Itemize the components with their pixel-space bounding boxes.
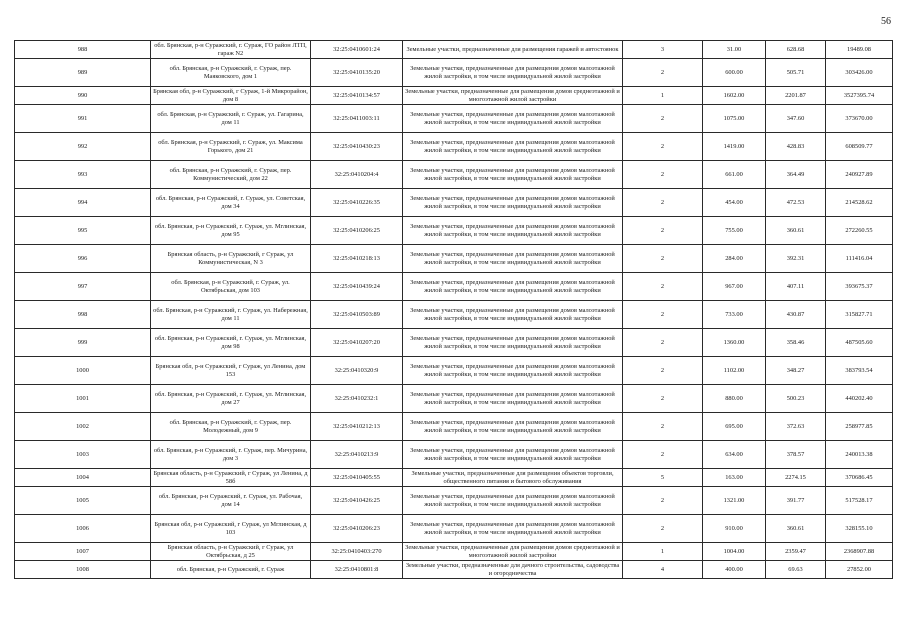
cadastral-number-cell: 32:25:0410213:9 [311, 441, 403, 469]
table-row [15, 561, 893, 579]
cadastral-number-cell: 32:25:0410439:24 [311, 273, 403, 301]
cadastral-number-cell: 32:25:0410232:1 [311, 385, 403, 413]
land-use-cell: Земельные участки, предназначенные для размещения домов малоэтажной жилой застройки, в том числе индивидуальной жилой застройки [403, 301, 623, 329]
row-number: 1005 [15, 487, 151, 515]
group-cell: 2 [623, 105, 703, 133]
cadastral-number-cell: 32:25:0410320:9 [311, 357, 403, 385]
cadastral-value-cell: 240013.38 [826, 441, 893, 469]
group-cell: 2 [623, 413, 703, 441]
area-cell: 1102.00 [703, 357, 766, 385]
specific-value-cell: 391.77 [766, 487, 826, 515]
row-number: 1002 [15, 413, 151, 441]
cadastral-value-cell: 373670.00 [826, 105, 893, 133]
group-cell: 2 [623, 273, 703, 301]
address-cell: обл. Брянская, р-н Суражский, г. Сураж, ул. Мглинская, дом 98 [151, 329, 311, 357]
cadastral-value-cell: 3527395.74 [826, 87, 893, 105]
row-number: 1008 [15, 561, 151, 579]
area-cell: 755.00 [703, 217, 766, 245]
land-use-cell: Земельные участки, предназначенные для размещения домов малоэтажной жилой застройки, в том числе индивидуальной жилой застройки [403, 413, 623, 441]
specific-value-cell: 347.60 [766, 105, 826, 133]
address-cell: обл. Брянская, р-н Суражский, г. Сураж, ул. Советская, дом 34 [151, 189, 311, 217]
group-cell: 2 [623, 329, 703, 357]
address-cell: обл. Брянская, р-н Суражский, г. Сураж, ул. Мглинская, дом 95 [151, 217, 311, 245]
cadastral-value-cell: 19489.08 [826, 41, 893, 59]
specific-value-cell: 358.46 [766, 329, 826, 357]
cadastral-value-cell: 111416.04 [826, 245, 893, 273]
land-use-cell: Земельные участки, предназначенные для дачного строительства, садоводства и огородничества [403, 561, 623, 579]
land-use-cell: Земельные участки, предназначенные для размещения домов малоэтажной жилой застройки, в том числе индивидуальной жилой застройки [403, 385, 623, 413]
area-cell: 661.00 [703, 161, 766, 189]
cadastral-value-cell: 383793.54 [826, 357, 893, 385]
land-use-cell: Земельные участки, предназначенные для размещения домов среднеэтажной и многоэтажной жилой застройки [403, 87, 623, 105]
land-use-cell: Земельные участки, предназначенные для размещения домов малоэтажной жилой застройки, в том числе индивидуальной жилой застройки [403, 515, 623, 543]
table-row [15, 543, 893, 561]
table-row [15, 133, 893, 161]
address-cell: обл. Брянская, р-н Суражский, г. Сураж, ул. Гагарина, дом 11 [151, 105, 311, 133]
cadastral-number-cell: 32:25:0410601:24 [311, 41, 403, 59]
cadastral-number-cell: 32:25:0410135:20 [311, 59, 403, 87]
area-cell: 880.00 [703, 385, 766, 413]
address-cell: Брянская область, р-н Суражский, г Сураж, ул Ленина, д 58б [151, 469, 311, 487]
cadastral-number-cell: 32:25:0410403:270 [311, 543, 403, 561]
group-cell: 2 [623, 217, 703, 245]
group-cell: 2 [623, 59, 703, 87]
group-cell: 4 [623, 561, 703, 579]
area-cell: 967.00 [703, 273, 766, 301]
table-row [15, 273, 893, 301]
area-cell: 284.00 [703, 245, 766, 273]
address-cell: обл. Брянская, р-н Суражский, г. Сураж, пер. Мичурина, дом 3 [151, 441, 311, 469]
cadastral-number-cell: 32:25:0410430:23 [311, 133, 403, 161]
table-row [15, 441, 893, 469]
area-cell: 733.00 [703, 301, 766, 329]
area-cell: 1602.00 [703, 87, 766, 105]
cadastral-number-cell: 32:25:0410226:35 [311, 189, 403, 217]
land-use-cell: Земельные участки, предназначенные для размещения домов малоэтажной жилой застройки, в том числе индивидуальной жилой застройки [403, 273, 623, 301]
land-use-cell: Земельные участки, предназначенные для размещения объектов торговли, общественного питания и бытового обслуживания [403, 469, 623, 487]
group-cell: 3 [623, 41, 703, 59]
specific-value-cell: 372.63 [766, 413, 826, 441]
cadastral-value-cell: 517528.17 [826, 487, 893, 515]
address-cell: обл. Брянская, р-н Суражский, г. Сураж, ул. Максима Горького, дом 21 [151, 133, 311, 161]
row-number: 1003 [15, 441, 151, 469]
group-cell: 1 [623, 543, 703, 561]
table-row [15, 87, 893, 105]
cadastral-number-cell: 32:25:0410218:13 [311, 245, 403, 273]
row-number: 1000 [15, 357, 151, 385]
cadastral-value-cell: 272260.55 [826, 217, 893, 245]
group-cell: 2 [623, 487, 703, 515]
area-cell: 400.00 [703, 561, 766, 579]
address-cell: обл. Брянская, р-н Суражский, г. Сураж, пер. Маяковского, дом 1 [151, 59, 311, 87]
area-cell: 1360.00 [703, 329, 766, 357]
address-cell: обл. Брянская, р-н Суражский, г. Сураж, пер. Молодежный, дом 9 [151, 413, 311, 441]
specific-value-cell: 500.23 [766, 385, 826, 413]
address-cell: Брянская обл, р-н Суражский, г Сураж, ул Ленина, дом 153 [151, 357, 311, 385]
cadastral-value-cell: 328155.10 [826, 515, 893, 543]
group-cell: 2 [623, 515, 703, 543]
row-number: 1001 [15, 385, 151, 413]
specific-value-cell: 392.31 [766, 245, 826, 273]
area-cell: 163.00 [703, 469, 766, 487]
table-row [15, 469, 893, 487]
row-number: 999 [15, 329, 151, 357]
address-cell: обл. Брянская, р-н Суражский, г. Сураж, ул. Октябрьская, дом 103 [151, 273, 311, 301]
land-use-cell: Земельные участки, предназначенные для размещения домов малоэтажной жилой застройки, в том числе индивидуальной жилой застройки [403, 329, 623, 357]
table-row [15, 515, 893, 543]
group-cell: 2 [623, 441, 703, 469]
row-number: 990 [15, 87, 151, 105]
specific-value-cell: 428.83 [766, 133, 826, 161]
specific-value-cell: 348.27 [766, 357, 826, 385]
table-row [15, 385, 893, 413]
group-cell: 2 [623, 189, 703, 217]
row-number: 993 [15, 161, 151, 189]
table-row [15, 357, 893, 385]
specific-value-cell: 69.63 [766, 561, 826, 579]
table-row [15, 59, 893, 87]
cadastral-value-cell: 315827.71 [826, 301, 893, 329]
cadastral-value-cell: 440202.40 [826, 385, 893, 413]
row-number: 1006 [15, 515, 151, 543]
table-row [15, 41, 893, 59]
table-row [15, 487, 893, 515]
land-use-cell: Земельные участки, предназначенные для размещения домов малоэтажной жилой застройки, в том числе индивидуальной жилой застройки [403, 59, 623, 87]
row-number: 1004 [15, 469, 151, 487]
cadastral-number-cell: 32:25:0410206:23 [311, 515, 403, 543]
specific-value-cell: 2274.15 [766, 469, 826, 487]
group-cell: 2 [623, 161, 703, 189]
area-cell: 910.00 [703, 515, 766, 543]
area-cell: 695.00 [703, 413, 766, 441]
land-use-cell: Земельные участки, предназначенные для размещения домов малоэтажной жилой застройки, в том числе индивидуальной жилой застройки [403, 357, 623, 385]
land-use-cell: Земельные участки, предназначенные для размещения домов среднеэтажной и многоэтажной жилой застройки [403, 543, 623, 561]
cadastral-number-cell: 32:25:0410204:4 [311, 161, 403, 189]
table-row [15, 217, 893, 245]
row-number: 997 [15, 273, 151, 301]
row-number: 998 [15, 301, 151, 329]
group-cell: 2 [623, 357, 703, 385]
specific-value-cell: 430.87 [766, 301, 826, 329]
cadastral-value-cell: 258977.85 [826, 413, 893, 441]
cadastral-value-cell: 608509.77 [826, 133, 893, 161]
land-use-cell: Земельные участки, предназначенные для размещения домов малоэтажной жилой застройки, в том числе индивидуальной жилой застройки [403, 441, 623, 469]
cadastral-value-cell: 214528.62 [826, 189, 893, 217]
cadastral-number-cell: 32:25:0410405:55 [311, 469, 403, 487]
address-cell: обл. Брянская, р-н Суражский, г. Сураж, ул. Набережная, дом 11 [151, 301, 311, 329]
cadastral-value-cell: 393675.37 [826, 273, 893, 301]
row-number: 991 [15, 105, 151, 133]
specific-value-cell: 472.53 [766, 189, 826, 217]
cadastral-value-cell: 2368907.88 [826, 543, 893, 561]
cadastral-value-cell: 487505.60 [826, 329, 893, 357]
address-cell: Брянская обл, р-н Суражский, г Сураж, ул Мглинская, д 103 [151, 515, 311, 543]
area-cell: 31.00 [703, 41, 766, 59]
group-cell: 2 [623, 301, 703, 329]
group-cell: 5 [623, 469, 703, 487]
land-use-cell: Земельные участки, предназначенные для размещения домов малоэтажной жилой застройки, в том числе индивидуальной жилой застройки [403, 217, 623, 245]
cadastral-number-cell: 32:25:0410212:13 [311, 413, 403, 441]
specific-value-cell: 360.61 [766, 217, 826, 245]
cadastral-number-cell: 32:25:0410426:25 [311, 487, 403, 515]
group-cell: 1 [623, 87, 703, 105]
cadastral-number-cell: 32:25:0411003:11 [311, 105, 403, 133]
area-cell: 1321.00 [703, 487, 766, 515]
address-cell: обл. Брянская, р-н Суражский, г. Сураж, пер. Коммунистический, дом 22 [151, 161, 311, 189]
land-use-cell: Земельные участки, предназначенные для размещения домов малоэтажной жилой застройки, в том числе индивидуальной жилой застройки [403, 105, 623, 133]
group-cell: 2 [623, 245, 703, 273]
group-cell: 2 [623, 133, 703, 161]
cadastral-number-cell: 32:25:0410207:20 [311, 329, 403, 357]
cadastral-number-cell: 32:25:0410206:25 [311, 217, 403, 245]
land-use-cell: Земельные участки, предназначенные для размещения домов малоэтажной жилой застройки, в том числе индивидуальной жилой застройки [403, 133, 623, 161]
land-use-cell: Земельные участки, предназначенные для размещения домов малоэтажной жилой застройки, в том числе индивидуальной жилой застройки [403, 487, 623, 515]
specific-value-cell: 378.57 [766, 441, 826, 469]
address-cell: Брянская область, р-н Суражский, г Сураж, ул Октябрьская, д 25 [151, 543, 311, 561]
area-cell: 600.00 [703, 59, 766, 87]
row-number: 1007 [15, 543, 151, 561]
specific-value-cell: 2359.47 [766, 543, 826, 561]
row-number: 992 [15, 133, 151, 161]
address-cell: обл. Брянская, р-н Суражский, г. Сураж, ул. Мглинская, дом 27 [151, 385, 311, 413]
row-number: 994 [15, 189, 151, 217]
row-number: 989 [15, 59, 151, 87]
cadastral-value-cell: 303426.00 [826, 59, 893, 87]
cadastral-number-cell: 32:25:0410801:8 [311, 561, 403, 579]
cadastral-number-cell: 32:25:0410134:57 [311, 87, 403, 105]
land-use-cell: Земельные участки, предназначенные для размещения домов малоэтажной жилой застройки, в том числе индивидуальной жилой застройки [403, 245, 623, 273]
specific-value-cell: 628.68 [766, 41, 826, 59]
specific-value-cell: 505.71 [766, 59, 826, 87]
cadastral-number-cell: 32:25:0410503:89 [311, 301, 403, 329]
specific-value-cell: 2201.87 [766, 87, 826, 105]
specific-value-cell: 407.11 [766, 273, 826, 301]
address-cell: обл. Брянская, р-н Суражский, г. Сураж, ГО район ЛТП, гараж N2 [151, 41, 311, 59]
table-row [15, 189, 893, 217]
specific-value-cell: 364.49 [766, 161, 826, 189]
table-row [15, 245, 893, 273]
group-cell: 2 [623, 385, 703, 413]
row-number: 996 [15, 245, 151, 273]
land-registry-table [14, 40, 893, 579]
address-cell: Брянская область, р-н Суражский, г Сураж, ул Коммунистическая, N 3 [151, 245, 311, 273]
cadastral-value-cell: 370686.45 [826, 469, 893, 487]
table-body [15, 41, 893, 579]
area-cell: 634.00 [703, 441, 766, 469]
cadastral-value-cell: 240927.89 [826, 161, 893, 189]
address-cell: обл. Брянская, р-н Суражский, г. Сураж [151, 561, 311, 579]
address-cell: Брянская обл, р-н Суражский, г Сураж, 1-й Микрорайон, дом 8 [151, 87, 311, 105]
page-number: 56 [881, 16, 891, 27]
table-row [15, 105, 893, 133]
land-use-cell: Земельные участки, предназначенные для размещения домов малоэтажной жилой застройки, в том числе индивидуальной жилой застройки [403, 161, 623, 189]
area-cell: 1075.00 [703, 105, 766, 133]
table-row [15, 301, 893, 329]
land-use-cell: Земельные участки, предназначенные для размещения гаражей и автостоянок [403, 41, 623, 59]
specific-value-cell: 360.61 [766, 515, 826, 543]
area-cell: 454.00 [703, 189, 766, 217]
area-cell: 1004.00 [703, 543, 766, 561]
table-row [15, 161, 893, 189]
table-row [15, 329, 893, 357]
row-number: 988 [15, 41, 151, 59]
land-use-cell: Земельные участки, предназначенные для размещения домов малоэтажной жилой застройки, в том числе индивидуальной жилой застройки [403, 189, 623, 217]
area-cell: 1419.00 [703, 133, 766, 161]
address-cell: обл. Брянская, р-н Суражский, г. Сураж, ул. Рабочая, дом 14 [151, 487, 311, 515]
row-number: 995 [15, 217, 151, 245]
table-row [15, 413, 893, 441]
cadastral-value-cell: 27852.00 [826, 561, 893, 579]
